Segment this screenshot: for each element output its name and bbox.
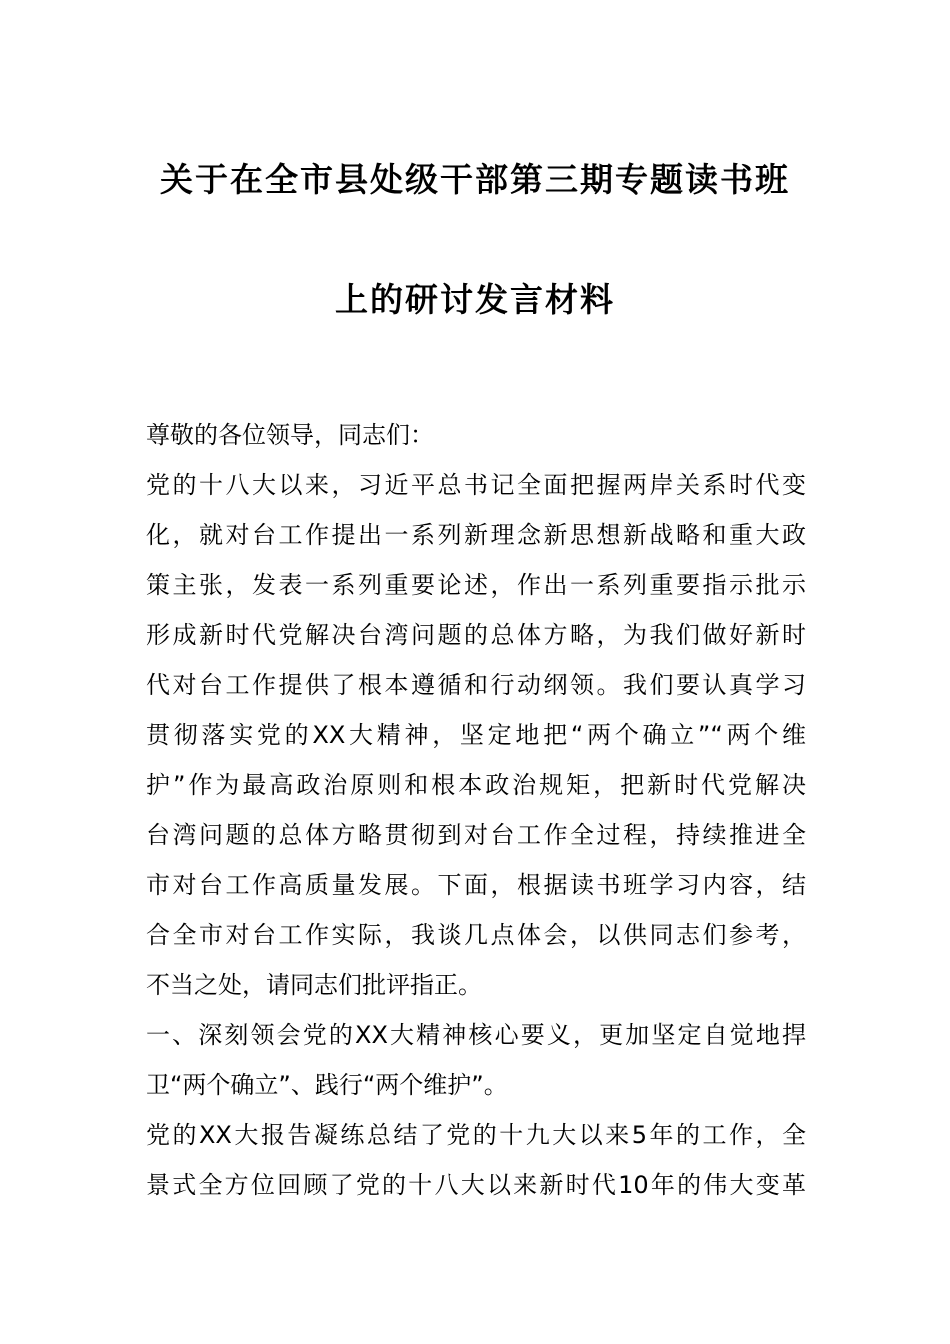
body-line: 化，就对台工作提出一系列新理念新思想新战略和重大政 [146, 521, 806, 549]
body-line: 党的XX大报告凝练总结了党的十九大以来5年的工作，全 [146, 1121, 806, 1149]
salutation: 尊敬的各位领导，同志们： [146, 421, 434, 449]
body-line: 党的十八大以来，习近平总书记全面把握两岸关系时代变 [146, 471, 806, 499]
body-line: 台湾问题的总体方略贯彻到对台工作全过程，持续推进全 [146, 821, 806, 849]
document-title-line-2: 上的研讨发言材料 [335, 280, 615, 319]
body-line: 护”作为最高政治原则和根本政治规矩，把新时代党解决 [146, 771, 806, 799]
body-line: 不当之处，请同志们批评指正。 [146, 971, 482, 999]
body-line: 合全市对台工作实际，我谈几点体会，以供同志们参考， [146, 921, 806, 949]
body-line: 代对台工作提供了根本遵循和行动纲领。我们要认真学习 [146, 671, 806, 699]
body-line: 贯彻落实党的XX大精神，坚定地把“两个确立”“两个维 [146, 721, 806, 749]
document-title-line-1: 关于在全市县处级干部第三期专题读书班 [160, 160, 790, 199]
body-line: 形成新时代党解决台湾问题的总体方略，为我们做好新时 [146, 621, 806, 649]
document-body [146, 410, 806, 1210]
section-heading-line: 卫“两个确立”、践行“两个维护”。 [146, 1071, 508, 1099]
body-line: 策主张，发表一系列重要论述，作出一系列重要指示批示 [146, 571, 806, 599]
body-line: 景式全方位回顾了党的十八大以来新时代10年的伟大变革 [146, 1171, 806, 1199]
body-line: 市对台工作高质量发展。下面，根据读书班学习内容，结 [146, 871, 806, 899]
section-heading-line: 一、深刻领会党的XX大精神核心要义，更加坚定自觉地捍 [146, 1021, 806, 1049]
